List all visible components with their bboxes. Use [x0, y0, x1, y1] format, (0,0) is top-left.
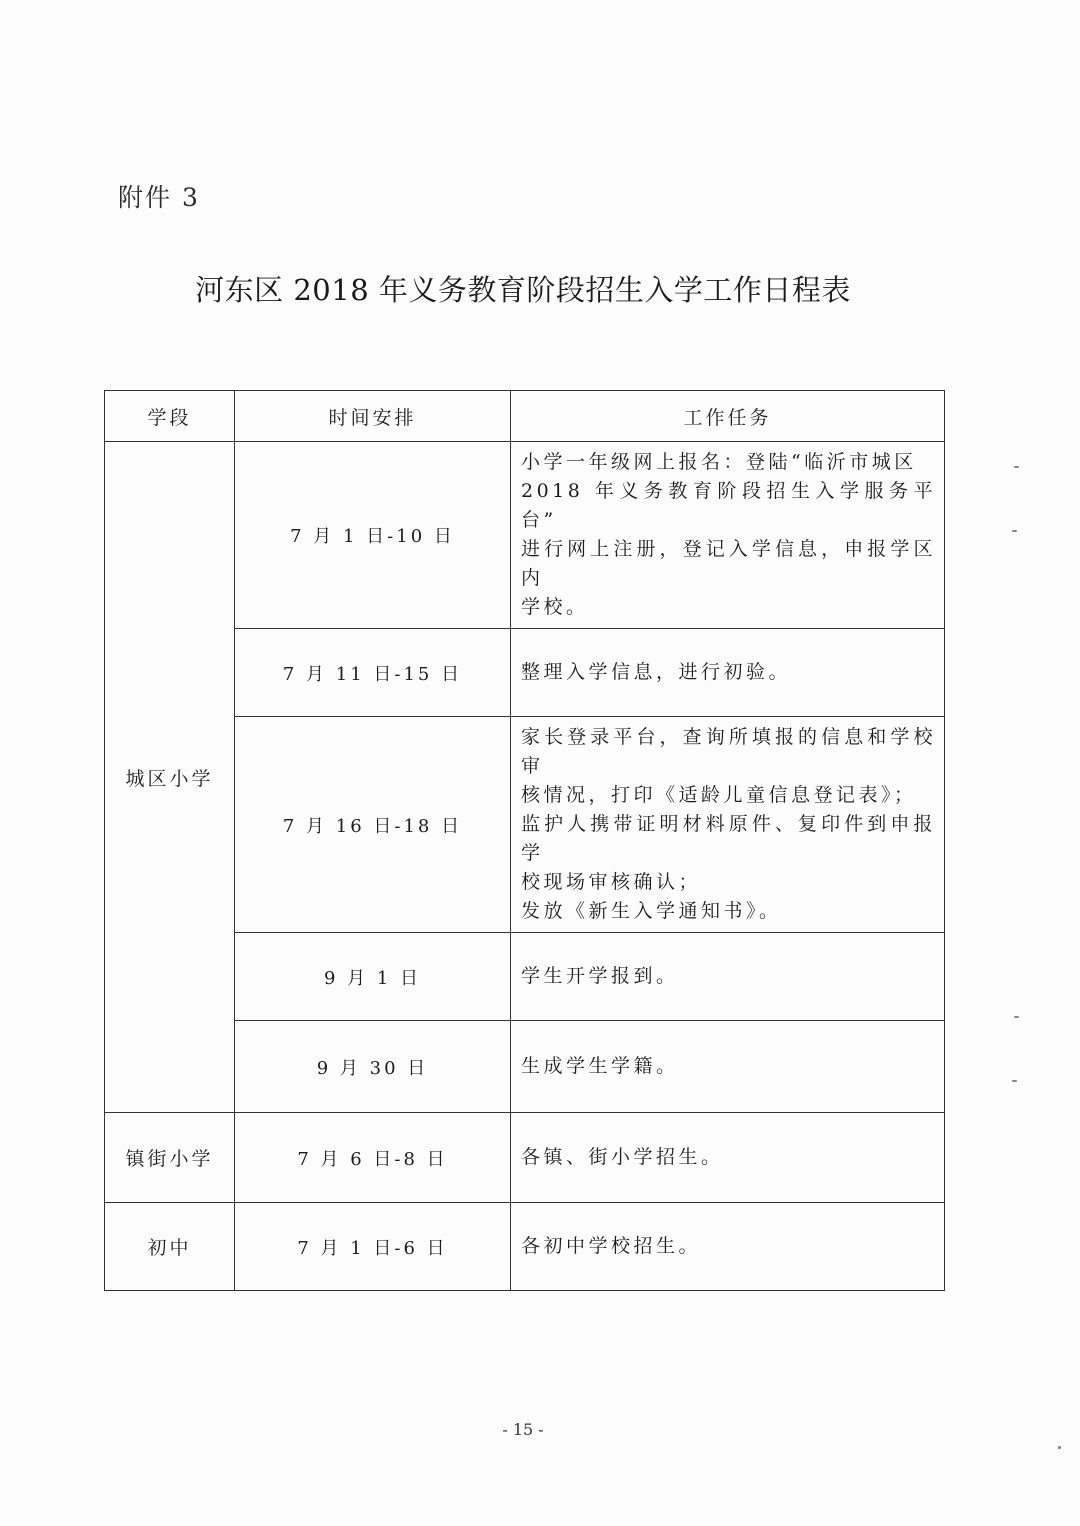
time-cell: 9 月 1 日 — [235, 933, 511, 1021]
task-cell — [511, 629, 945, 717]
header-task: 工作任务 — [511, 391, 945, 442]
task-cell — [511, 933, 945, 1021]
task-line: 小学一年级网上报名：登陆“临沂市城区 — [521, 451, 917, 473]
document-title: 河东区 2018 年义务教育阶段招生入学工作日程表 — [195, 273, 851, 307]
scan-speck — [1058, 1446, 1061, 1449]
task-line: 整理入学信息，进行初验。 — [521, 661, 792, 683]
table-row — [105, 1113, 945, 1203]
task-cell — [511, 1113, 945, 1203]
time-cell: 7 月 16 日-18 日 — [235, 717, 511, 933]
scan-speck — [1012, 530, 1017, 532]
task-line: 监护人携带证明材料原件、复印件到申报学 — [521, 813, 936, 864]
scan-speck — [1012, 1080, 1017, 1082]
task-line: 各镇、街小学招生。 — [521, 1146, 724, 1168]
task-line: 2018 年义务教育阶段招生入学服务平台” — [521, 480, 936, 531]
task-line: 发放《新生入学通知书》。 — [521, 900, 782, 922]
task-line: 核情况，打印《适龄儿童信息登记表》； — [521, 784, 917, 806]
time-cell: 9 月 30 日 — [235, 1021, 511, 1113]
header-time: 时间安排 — [235, 391, 511, 442]
task-cell — [511, 442, 945, 629]
time-cell: 7 月 1 日-10 日 — [235, 442, 511, 629]
stage-cell: 城区小学 — [105, 442, 235, 1113]
task-line: 家长登录平台，查询所填报的信息和学校审 — [521, 726, 936, 777]
task-line: 学校。 — [521, 596, 589, 618]
time-cell: 7 月 1 日-6 日 — [235, 1203, 511, 1291]
stage-cell: 镇街小学 — [105, 1113, 235, 1203]
table-row — [105, 1203, 945, 1291]
task-line: 学生开学报到。 — [521, 965, 679, 987]
task-line: 各初中学校招生。 — [521, 1235, 702, 1257]
task-line: 生成学生学籍。 — [521, 1055, 679, 1077]
table-header-row — [105, 391, 945, 442]
page-number: - 15 - — [502, 1420, 544, 1439]
scan-speck — [1014, 1016, 1019, 1018]
table-row — [105, 442, 945, 629]
attachment-label: 附件 3 — [118, 183, 200, 212]
stage-cell: 初中 — [105, 1203, 235, 1291]
task-cell — [511, 717, 945, 933]
header-stage: 学段 — [105, 391, 235, 442]
task-cell — [511, 1021, 945, 1113]
task-line: 校现场审核确认； — [521, 871, 702, 893]
time-cell: 7 月 6 日-8 日 — [235, 1113, 511, 1203]
task-line: 进行网上注册，登记入学信息，申报学区内 — [521, 538, 936, 589]
scan-speck — [1014, 466, 1019, 468]
schedule-table — [104, 390, 945, 1291]
schedule-body — [105, 442, 945, 1291]
time-cell: 7 月 11 日-15 日 — [235, 629, 511, 717]
task-cell — [511, 1203, 945, 1291]
